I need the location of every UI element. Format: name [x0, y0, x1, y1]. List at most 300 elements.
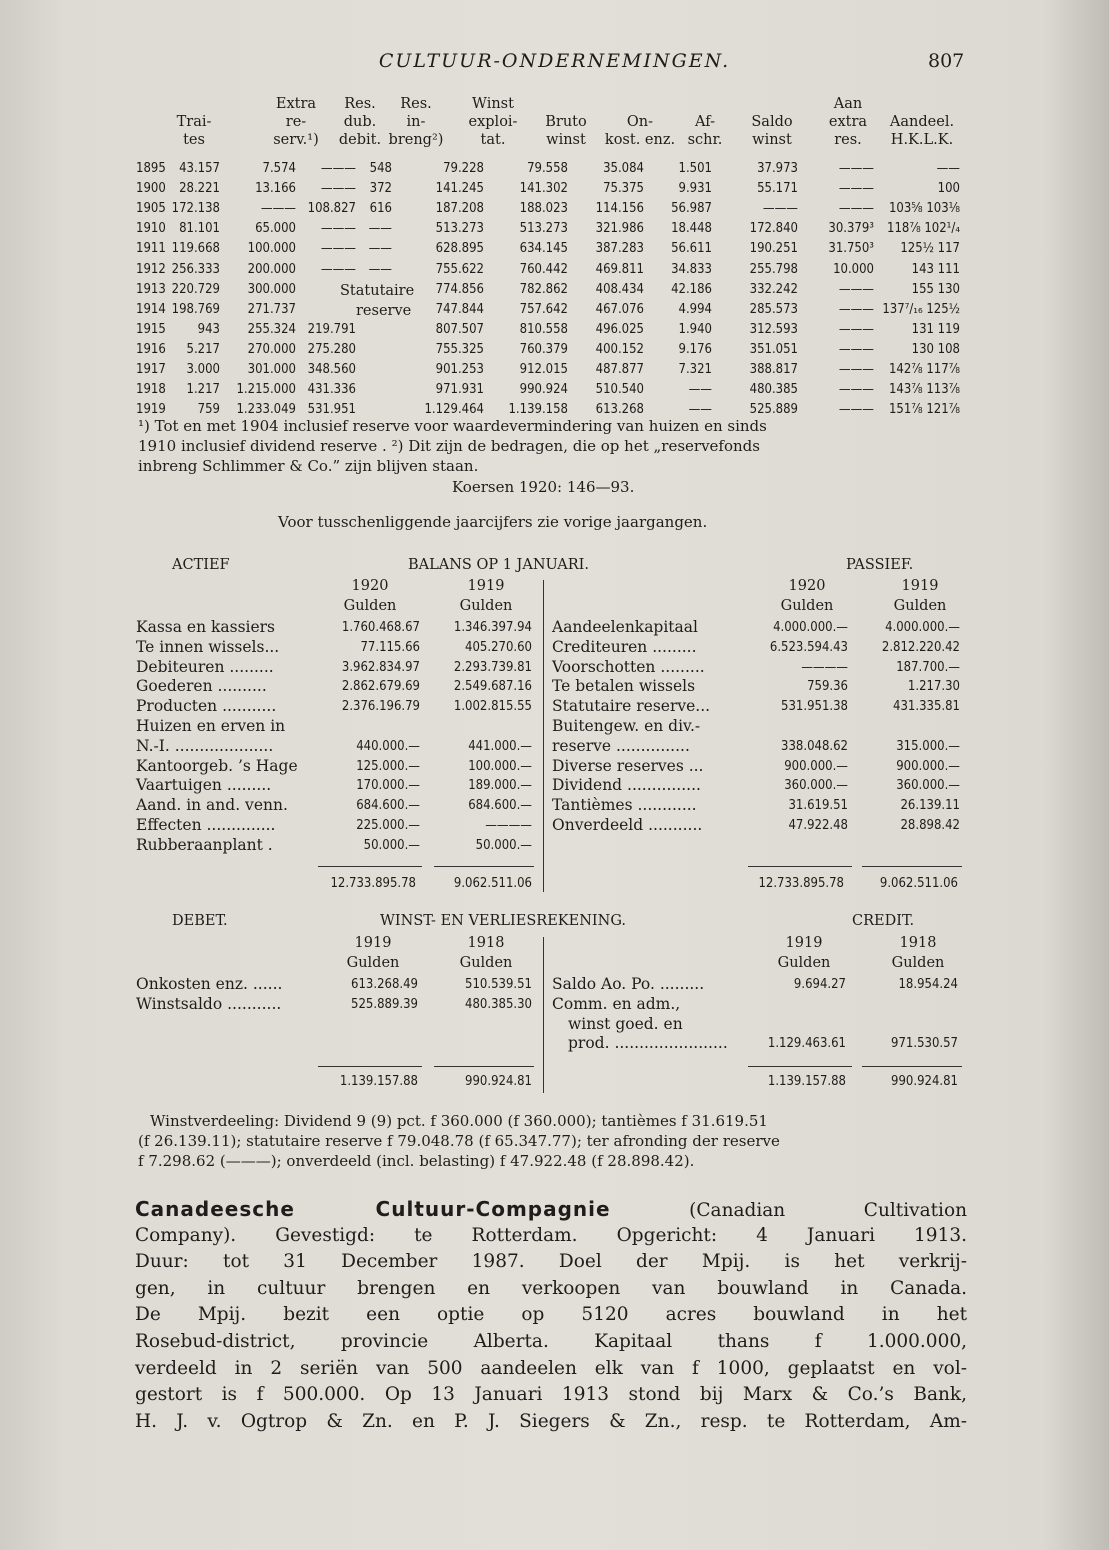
table-cell: 912.015: [519, 362, 568, 377]
year-header: 1920: [788, 578, 826, 594]
column-header: Aandeel.: [889, 114, 955, 130]
actief-value-1919: ————: [485, 818, 532, 833]
unit-header: Gulden: [891, 955, 945, 971]
table-cell: 108.827: [307, 201, 356, 217]
table-cell: 119.668: [171, 241, 220, 257]
table-cell: 255.798: [749, 261, 798, 277]
table-cell: ———: [838, 382, 874, 398]
table-cell: 3.000: [186, 362, 220, 377]
table-cell: 35.084: [603, 161, 644, 176]
table-cell: 971.931: [435, 382, 484, 398]
table-cell: 100: [937, 181, 960, 197]
table-cell: 782.862: [519, 281, 568, 297]
article-line: gestort is f 500.000. Op 13 Januari 1913 stond bij Marx & Co.’s Bank,: [135, 1384, 967, 1406]
column-header: winst: [752, 132, 792, 148]
table-cell: 496.025: [595, 321, 644, 337]
table-cell: 943: [197, 321, 220, 337]
table-cell: 28.221: [179, 181, 220, 197]
total-credit-1918: 990.924.81: [891, 1074, 958, 1089]
credit-label: Saldo Ao. Po. .........: [552, 975, 705, 993]
debet-value-1919: 525.889.39: [351, 996, 418, 1012]
actief-value-1920: 440.000.—: [356, 738, 420, 754]
table-cell: 37.973: [757, 161, 798, 176]
passief-label: Dividend ...............: [552, 776, 701, 795]
table-cell: 220.729: [171, 281, 220, 297]
table-cell: 31.750³: [828, 241, 874, 257]
table-cell: ———: [838, 181, 874, 197]
actief-value-1920: 2.376.196.79: [341, 699, 420, 715]
table-cell: 757.642: [519, 301, 568, 317]
actief-value-1920: 170.000.—: [356, 778, 420, 794]
pl-title: WINST- EN VERLIESREKENING.: [380, 913, 626, 929]
column-header: kost. enz.: [604, 132, 676, 148]
row-year: 1905: [136, 201, 166, 217]
unit-header: Gulden: [459, 598, 513, 614]
passief-value-1919: 26.139.11: [900, 798, 960, 814]
table-cell: 34.833: [671, 261, 712, 277]
table-cell: ———: [838, 321, 874, 337]
actief-value-1919: 2.549.687.16: [453, 679, 532, 695]
passief-value-1920: 6.523.594.43: [769, 639, 848, 655]
table-cell: 198.769: [171, 301, 220, 317]
actief-value-1919: 1.346.397.94: [453, 620, 532, 635]
footnote-line-2: 1910 inclusief dividend reserve . ²) Dit zijn de bedragen, die op het „reservefonds: [138, 437, 760, 455]
passief-label: Tantièmes ............: [552, 796, 697, 815]
column-header: extra: [828, 114, 868, 130]
column-divider: [543, 937, 544, 1093]
table-cell: 100.000: [247, 241, 296, 257]
table-cell: ———: [320, 181, 356, 197]
table-cell: 172.138: [171, 201, 220, 217]
total-passief-1919: 9.062.511.06: [879, 876, 958, 891]
column-header: res.: [834, 132, 862, 148]
actief-value-1919: 189.000.—: [468, 778, 532, 794]
passief-label: Buitengew. en div.-: [552, 717, 701, 735]
article-line: Duur: tot 31 December 1987. Doel der Mpij. is het verkrij-: [135, 1251, 967, 1273]
table-cell: 300.000: [247, 281, 296, 297]
table-cell: 408.434: [595, 281, 644, 297]
table-cell: 531.951: [307, 402, 356, 418]
passief-value-1919: 187.700.—: [896, 659, 960, 675]
row-year: 1913: [136, 281, 166, 297]
table-cell: ——: [688, 382, 712, 398]
row-year: 1900: [136, 181, 166, 197]
column-header: Winst: [472, 96, 514, 112]
table-cell: 256.333: [171, 261, 220, 277]
table-cell: ———: [838, 362, 874, 377]
row-year: 1919: [136, 402, 166, 418]
statutaire-label: Statutaire: [340, 283, 415, 299]
credit-value-1918: 18.954.24: [898, 977, 958, 992]
table-cell: 13.166: [255, 181, 296, 197]
actief-value-1919: 100.000.—: [468, 758, 532, 774]
column-header: debit.: [338, 132, 382, 148]
article-line: gen, in cultuur brengen en verkoopen van bouwland in Canada.: [135, 1277, 967, 1299]
credit-label: Comm. en adm.,: [552, 994, 681, 1013]
passief-value-1920: 900.000.—: [784, 758, 848, 774]
column-header: breng²): [388, 132, 444, 148]
row-year: 1917: [136, 362, 166, 377]
actief-label: Kantoorgeb. ’s Hage: [136, 756, 298, 775]
actief-label: Effecten ..............: [136, 816, 276, 834]
table-cell: 1.129.464: [424, 402, 484, 418]
table-cell: 810.558: [519, 321, 568, 337]
note-prior-years: Voor tusschenliggende jaarcijfers zie vorige jaargangen.: [278, 513, 708, 531]
year-header: 1919: [467, 578, 505, 594]
table-cell: 990.924: [519, 382, 568, 398]
unit-header: Gulden: [780, 598, 834, 614]
actief-label: Debiteuren .........: [136, 657, 274, 676]
actief-value-1920: 3.962.834.97: [341, 659, 420, 675]
table-cell: 141.245: [435, 181, 484, 197]
actief-value-1919: 2.293.739.81: [453, 659, 532, 675]
actief-value-1920: 2.862.679.69: [341, 679, 420, 695]
row-year: 1915: [136, 321, 166, 337]
footnote-line-3: inbreng Schlimmer & Co.” zijn blijven staan.: [138, 457, 479, 475]
passief-label: Statutaire reserve...: [552, 697, 711, 716]
table-cell: 151⅞ 121⅞: [888, 402, 960, 418]
table-cell: 431.336: [307, 382, 356, 398]
table-cell: 548: [369, 161, 392, 176]
column-header: dub.: [343, 114, 377, 130]
table-cell: 755.325: [435, 341, 484, 357]
running-title: CULTUUR-ONDERNEMINGEN.: [378, 50, 731, 72]
table-cell: 118⅞ 102¹/₄: [887, 221, 960, 237]
actief-value-1920: 77.115.66: [360, 639, 420, 655]
table-cell: 628.895: [435, 241, 484, 257]
column-header: On-: [626, 114, 654, 130]
table-cell: 1.940: [678, 321, 712, 337]
reserve-label: reserve: [356, 303, 412, 319]
actief-label: Te innen wissels...: [136, 637, 280, 656]
table-cell: 760.379: [519, 341, 568, 357]
table-cell: 30.379³: [828, 221, 874, 237]
balance-title: BALANS OP 1 JANUARI.: [408, 557, 590, 573]
passief-value-1920: 47.922.48: [788, 818, 848, 833]
passief-label: Voorschotten .........: [552, 657, 705, 676]
year-header: 1919: [785, 935, 823, 951]
table-cell: ——: [368, 241, 392, 257]
table-cell: 270.000: [247, 341, 296, 357]
table-cell: ——: [368, 261, 392, 277]
unit-header: Gulden: [346, 955, 400, 971]
table-cell: 613.268: [595, 402, 644, 418]
total-debet-1919: 1.139.157.88: [339, 1074, 418, 1089]
row-year: 1910: [136, 221, 166, 237]
column-header: Extra: [275, 96, 317, 112]
table-cell: 760.442: [519, 261, 568, 277]
debet-value-1919: 613.268.49: [351, 977, 418, 992]
year-header: 1918: [467, 935, 505, 951]
row-year: 1918: [136, 382, 166, 398]
table-cell: 400.152: [595, 341, 644, 357]
table-cell: 43.157: [179, 161, 220, 176]
debet-title: DEBET.: [172, 913, 228, 929]
credit-value-1918: 971.530.57: [891, 1036, 958, 1052]
actief-value-1919: 684.600.—: [468, 798, 532, 814]
table-cell: 755.622: [435, 261, 484, 277]
sum-rule: [318, 866, 422, 867]
footnote-line-1: ¹) Tot en met 1904 inclusief reserve voor waardevermindering van huizen en sinds: [138, 417, 767, 435]
actief-label: Producten ...........: [136, 697, 277, 716]
actief-label: N.-I. ....................: [136, 736, 274, 755]
passief-value-1919: 1.217.30: [907, 679, 960, 695]
sum-rule: [862, 1066, 962, 1067]
table-cell: 143 111: [911, 261, 960, 277]
sum-rule: [318, 1066, 422, 1067]
winstverdeeling-line-2: (f 26.139.11); statutaire reserve f 79.048.78 (f 65.347.77); ter afronding der reserve: [138, 1132, 780, 1150]
sum-rule: [862, 866, 962, 867]
table-cell: 125½ 117: [900, 241, 960, 257]
winstverdeeling-line-1: Winstverdeeling: Dividend 9 (9) pct. f 360.000 (f 360.000); tantièmes f 31.619.51: [150, 1112, 768, 1130]
table-cell: 79.228: [443, 161, 484, 176]
table-cell: 513.273: [435, 221, 484, 237]
table-cell: 901.253: [435, 362, 484, 377]
table-cell: 301.000: [247, 362, 296, 377]
column-header: Saldo: [751, 114, 793, 130]
column-header: serv.¹): [273, 132, 319, 148]
table-cell: ———: [838, 402, 874, 418]
credit-value-1919: 1.129.463.61: [767, 1036, 846, 1052]
article-line: H. J. v. Ogtrop & Zn. en P. J. Siegers & Zn., resp. te Rotterdam, Am-: [135, 1410, 967, 1432]
table-cell: 81.101: [179, 221, 220, 237]
table-cell: 56.987: [671, 201, 712, 217]
table-cell: 155 130: [911, 281, 960, 297]
table-cell: 480.385: [749, 382, 798, 398]
table-cell: 255.324: [247, 321, 296, 337]
table-cell: 141.302: [519, 181, 568, 197]
passief-value-1920: ————: [801, 659, 848, 675]
passief-value-1919: 315.000.—: [896, 738, 960, 754]
actief-title: ACTIEF: [172, 557, 230, 573]
table-cell: ———: [762, 201, 798, 217]
actief-value-1920: 125.000.—: [356, 758, 420, 774]
passief-value-1920: 531.951.38: [781, 699, 848, 715]
table-cell: 469.811: [595, 261, 644, 277]
total-actief-1920: 12.733.895.78: [330, 876, 416, 891]
table-cell: ——: [688, 402, 712, 418]
actief-value-1920: 1.760.468.67: [341, 620, 420, 635]
credit-label: winst goed. en: [568, 1014, 683, 1033]
column-header: Af-: [695, 114, 715, 130]
passief-value-1919: 2.812.220.42: [881, 639, 960, 655]
winstverdeeling-line-3: f 7.298.62 (———); onverdeeld (incl. belasting) f 47.922.48 (f 28.898.42).: [138, 1152, 695, 1170]
table-cell: 285.573: [749, 301, 798, 317]
table-cell: 65.000: [255, 221, 296, 237]
sum-rule: [748, 1066, 852, 1067]
table-cell: 190.251: [749, 241, 798, 257]
passief-value-1920: 759.36: [807, 679, 848, 695]
column-header: winst: [546, 132, 586, 148]
table-cell: 388.817: [749, 362, 798, 377]
table-cell: ———: [838, 281, 874, 297]
actief-label: Kassa en kassiers: [136, 618, 276, 636]
table-cell: 1.501: [678, 161, 712, 176]
passief-label: reserve ...............: [552, 736, 690, 755]
debet-label: Winstsaldo ...........: [136, 994, 282, 1013]
table-cell: 271.737: [247, 301, 296, 317]
actief-value-1920: 50.000.—: [363, 837, 420, 853]
column-header: H.K.L.K.: [890, 132, 954, 148]
article-line: De Mpij. bezit een optie op 5120 acres bouwland in het: [135, 1304, 967, 1326]
credit-label: prod. .......................: [568, 1034, 728, 1053]
table-cell: 467.076: [595, 301, 644, 317]
passief-value-1919: 900.000.—: [896, 758, 960, 774]
passief-value-1919: 4.000.000.—: [885, 620, 960, 635]
actief-value-1919: 405.270.60: [465, 639, 532, 655]
table-cell: 4.994: [678, 301, 712, 317]
column-header: re-: [285, 114, 307, 130]
table-cell: ———: [260, 201, 296, 217]
table-cell: ———: [838, 341, 874, 357]
unit-header: Gulden: [777, 955, 831, 971]
table-cell: 56.611: [671, 241, 712, 257]
table-cell: 321.986: [595, 221, 644, 237]
actief-label: Rubberaanplant .: [136, 835, 273, 854]
passief-label: Crediteuren .........: [552, 637, 697, 656]
article-line: verdeeld in 2 seriën van 500 aandeelen elk van f 1000, geplaatst en vol-: [135, 1357, 967, 1379]
column-header: Trai-: [176, 114, 212, 130]
row-year: 1912: [136, 261, 166, 277]
actief-value-1920: 225.000.—: [356, 818, 420, 833]
column-header: schr.: [687, 132, 723, 148]
column-header: in-: [406, 114, 426, 130]
year-header: 1919: [354, 935, 392, 951]
column-header: Res.: [344, 96, 376, 112]
table-cell: 9.176: [678, 341, 712, 357]
year-header: 1920: [351, 578, 389, 594]
table-cell: 10.000: [833, 261, 874, 277]
table-cell: ——: [368, 221, 392, 237]
passief-label: Diverse reserves ...: [552, 756, 704, 775]
unit-header: Gulden: [893, 598, 947, 614]
table-cell: 142⅞ 117⅞: [888, 362, 960, 377]
credit-title: CREDIT.: [852, 913, 915, 929]
year-header: 1918: [899, 935, 937, 951]
column-divider: [543, 580, 544, 892]
sum-rule: [434, 1066, 534, 1067]
table-cell: ———: [838, 201, 874, 217]
table-cell: 7.321: [678, 362, 712, 377]
passief-title: PASSIEF.: [846, 557, 914, 573]
table-cell: 1.215.000: [236, 382, 296, 398]
table-cell: ———: [320, 261, 356, 277]
table-cell: 616: [369, 201, 392, 217]
article-body: [135, 1196, 967, 1435]
table-cell: 510.540: [595, 382, 644, 398]
unit-header: Gulden: [459, 955, 513, 971]
sum-rule: [748, 866, 852, 867]
table-cell: 219.791: [307, 321, 356, 337]
table-cell: 1.233.049: [236, 402, 296, 418]
year-header: 1919: [901, 578, 939, 594]
table-cell: 7.574: [262, 161, 296, 176]
passief-value-1920: 338.048.62: [781, 738, 848, 754]
actief-value-1919: 441.000.—: [468, 738, 532, 754]
column-header: tes: [183, 132, 205, 148]
table-cell: 55.171: [757, 181, 798, 197]
table-cell: 5.217: [186, 341, 220, 357]
page-number: 807: [928, 50, 965, 72]
passief-value-1920: 31.619.51: [788, 798, 848, 814]
table-cell: 130 108: [911, 341, 960, 357]
article-line: Rosebud-district, provincie Alberta. Kapitaal thans f 1.000.000,: [135, 1330, 967, 1352]
table-cell: 275.280: [307, 341, 356, 357]
table-cell: 114.156: [595, 201, 644, 217]
passief-value-1919: 431.335.81: [893, 699, 960, 715]
actief-value-1919: 1.002.815.55: [453, 699, 532, 715]
column-header: exploi-: [468, 114, 518, 130]
column-header: tat.: [480, 132, 506, 148]
passief-value-1920: 360.000.—: [784, 778, 848, 794]
table-cell: 200.000: [247, 261, 296, 277]
table-cell: 351.051: [749, 341, 798, 357]
table-cell: ———: [320, 161, 356, 176]
total-debet-1918: 990.924.81: [465, 1074, 532, 1089]
debet-value-1918: 480.385.30: [465, 996, 532, 1012]
table-cell: 332.242: [749, 281, 798, 297]
passief-value-1919: 360.000.—: [896, 778, 960, 794]
table-cell: 387.283: [595, 241, 644, 257]
company-name: Canadeesche Cultuur-Compagnie: [135, 1197, 611, 1221]
column-header: Res.: [400, 96, 432, 112]
table-cell: 131 119: [911, 321, 960, 337]
column-header: Bruto: [545, 114, 587, 130]
table-cell: 312.593: [749, 321, 798, 337]
row-year: 1895: [136, 161, 166, 176]
article-line: Canadeesche Cultuur-Compagnie (Canadian Cultivation: [135, 1197, 968, 1221]
table-cell: 1.139.158: [508, 402, 568, 418]
passief-label: Onverdeeld ...........: [552, 816, 703, 834]
table-cell: ———: [320, 221, 356, 237]
row-year: 1914: [136, 301, 166, 317]
actief-value-1920: 684.600.—: [356, 798, 420, 814]
sum-rule: [434, 866, 534, 867]
table-cell: 807.507: [435, 321, 484, 337]
table-cell: ——: [936, 161, 960, 176]
table-cell: 18.448: [671, 221, 712, 237]
table-cell: 372: [369, 181, 392, 197]
table-cell: ———: [838, 161, 874, 176]
passief-label: Te betalen wissels: [552, 677, 696, 696]
table-cell: 525.889: [749, 402, 798, 418]
column-header: Aan: [833, 96, 863, 112]
table-cell: 513.273: [519, 221, 568, 237]
table-cell: 103⅝ 103⅛: [888, 201, 960, 217]
passief-value-1919: 28.898.42: [900, 818, 960, 833]
row-year: 1916: [136, 341, 166, 357]
table-cell: 143⅞ 113⅞: [888, 382, 960, 398]
passief-label: Aandeelenkapitaal: [552, 618, 698, 636]
table-cell: 137⁷/₁₆ 125½: [882, 301, 960, 317]
table-cell: 42.186: [671, 281, 712, 297]
table-cell: 1.217: [186, 382, 220, 398]
unit-header: Gulden: [343, 598, 397, 614]
table-cell: 187.208: [435, 201, 484, 217]
table-cell: 747.844: [435, 301, 484, 317]
table-cell: 188.023: [519, 201, 568, 217]
table-cell: 348.560: [307, 362, 356, 377]
table-cell: 759: [197, 402, 220, 418]
table-cell: 172.840: [749, 221, 798, 237]
table-cell: 75.375: [603, 181, 644, 197]
row-year: 1911: [136, 241, 166, 257]
table-cell: 9.931: [678, 181, 712, 197]
table-cell: 774.856: [435, 281, 484, 297]
actief-label: Vaartuigen .........: [136, 776, 272, 795]
table-cell: ———: [838, 301, 874, 317]
total-credit-1919: 1.139.157.88: [767, 1074, 846, 1089]
